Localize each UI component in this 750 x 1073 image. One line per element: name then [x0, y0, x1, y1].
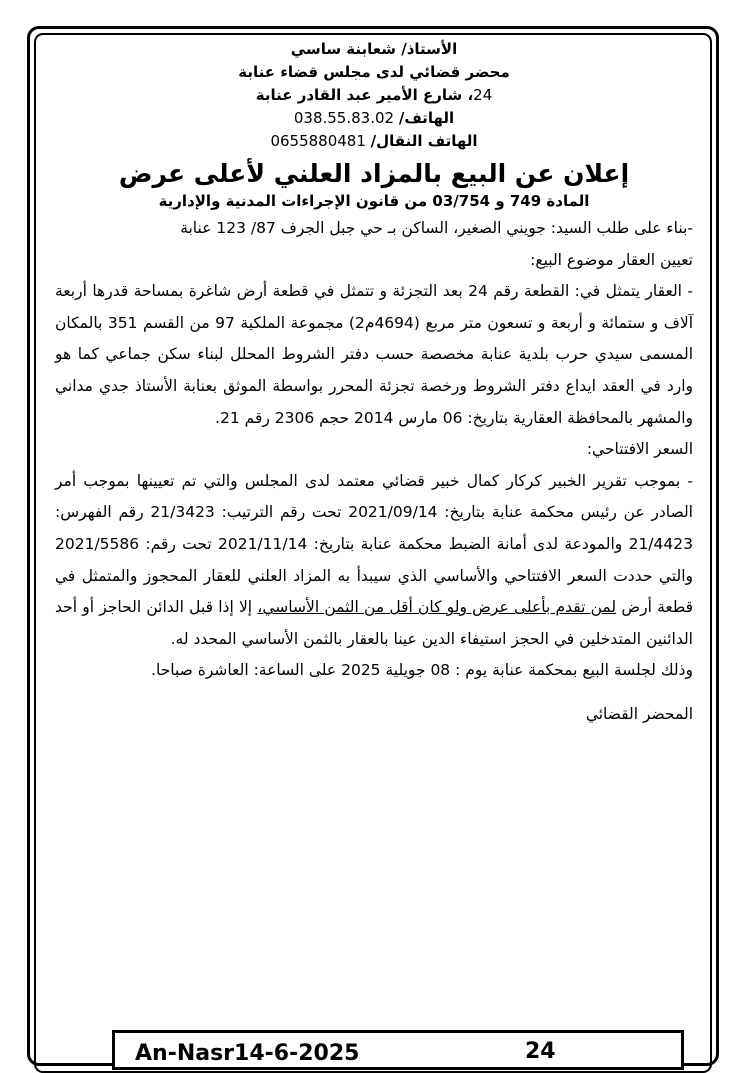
phone-label: الهاتف/: [398, 109, 455, 127]
request-paragraph: -بناء على طلب السيد: جويني الصغير، الساكن بـ حي جبل الجرف 87/ 123 عنابة: [180, 219, 693, 237]
page-number: 24: [525, 1039, 556, 1064]
phone-line: [55, 107, 693, 130]
footer-box: [112, 1030, 684, 1070]
property-heading: تعيين العقار موضوع البيع:: [530, 250, 693, 269]
expert-report-text: - بموجب تقرير الخبير كركار كمال خبير قضائي معتمد لدى المجلس والتي تم تعيينها بموجب أمر الصادر عن رئيس محكمة عنابة بتاريخ: 2021/09/14 تحت رقم الترتيب: 21/3423 رقم الفهرس: 21/4423 والمودعة لدى أمانة الضبط محكمة عنابة بتاريخ: 2021/11/14 تحت رقم: 2021/5586 والتي حددت السعر الافتتاحي والأساسي الذي سيبدأ به المزاد العلني للعقار المحجوز والمتمثل في قطعة أرض: [55, 471, 694, 617]
signature-label: المحضر القضائي: [585, 704, 693, 723]
bailiff-title: محضر قضائي لدى مجلس قضاء عنابة: [238, 63, 510, 81]
notice-title: إعلان عن البيع بالمزاد العلني لأعلى عرض: [118, 159, 630, 188]
bailiff-name: الأستاذ/ شعابنة ساسي: [290, 40, 458, 58]
newspaper-date: An-Nasr14-6-2025: [135, 1041, 360, 1066]
address-street: ، شارع الأمير عبد القادر عنابة: [255, 86, 474, 104]
mobile-line: [55, 130, 693, 153]
opening-price-heading: السعر الافتتاحي:: [586, 440, 693, 459]
bailiff-address: [55, 84, 693, 107]
underlined-clause: لمن تقدم بأعلى عرض ولو كان أقل من الثمن الأساسي،: [257, 598, 617, 617]
mobile-label: الهاتف النقال/: [370, 132, 478, 150]
notice-subtitle: المادة 749 و 03/754 من قانون الإجراءات المدنية والإدارية: [158, 192, 590, 210]
session-date-paragraph: وذلك لجلسة البيع بمحكمة عنابة يوم : 08 جويلية 2025 على الساعة: العاشرة صباحا.: [151, 661, 693, 680]
expert-report-paragraph: [55, 466, 693, 656]
notice-body: [55, 213, 693, 687]
notice-content: [55, 38, 693, 729]
mobile-number: 0655880481: [270, 132, 366, 150]
property-description: - العقار يتمثل في: القطعة رقم 24 بعد التجزئة و تتمثل في قطعة أرض شاغرة بمساحة قدرها أربعة آلاف و ستمائة و أربعة و تسعون متر مربع (4694م2) مجموعة الملكية 97 من القسم 351 بالمكان المسمى سيدي حرب بلدية عنابة مخصصة حسب دفتر الشروط المحلل لبناء سكن جماعي كما هو وارد في العقد ايداع دفتر الشروط ورخصة تجزئة المحرر بواسطة الموثق بعنابة الأستاذ جدي مداني والمشهر بالمحافظة العقارية بتاريخ: 06 مارس 2014 حجم 2306 رقم 21.: [55, 282, 693, 427]
creditor-clause: إلا إذا قبل الدائن الحاجز أو أحد الدائنين المتدخلين في الحجز استيفاء الدين عينا بالعقار بالثمن الأساسي المحدد له.: [55, 598, 693, 648]
address-number: 24: [473, 86, 493, 104]
phone-number: 038.55.83.02: [293, 109, 395, 127]
